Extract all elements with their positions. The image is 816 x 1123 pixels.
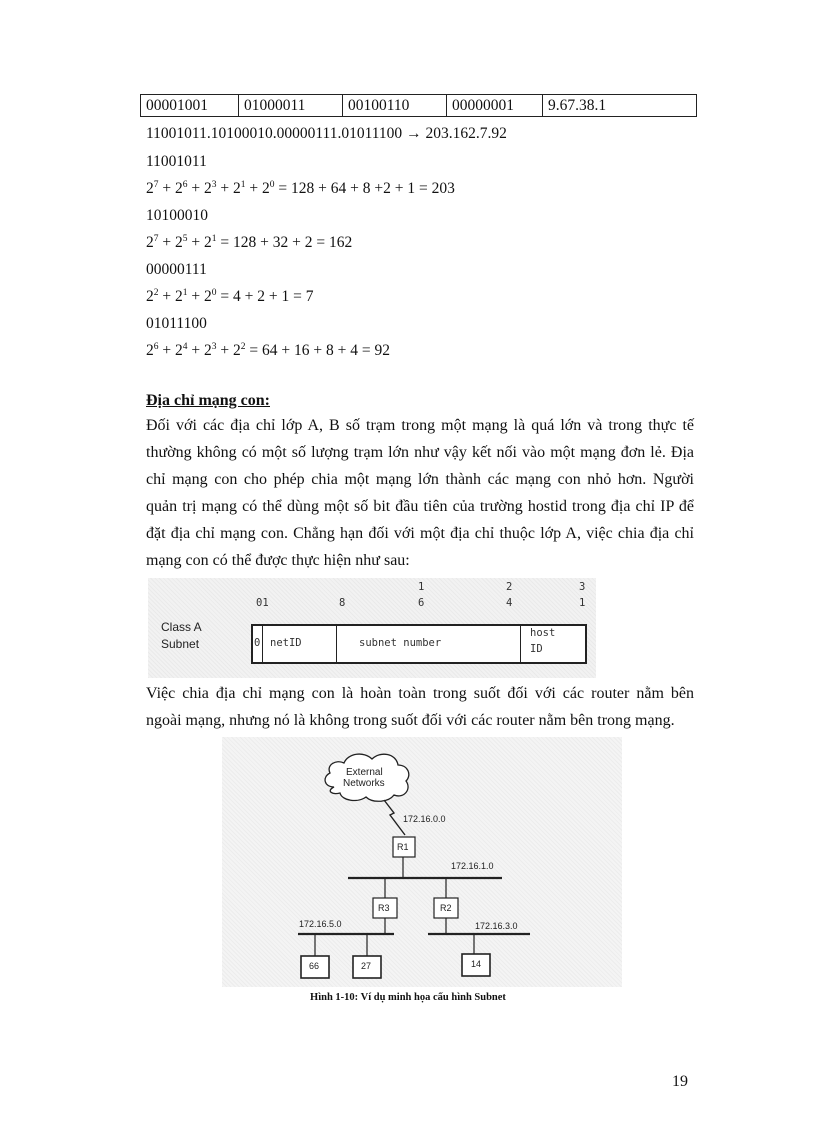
- bit-label-bottom: 6: [418, 597, 425, 609]
- bit-label-bottom: 1: [579, 597, 586, 609]
- power-base: 2: [233, 342, 241, 359]
- power-term: [146, 180, 159, 197]
- section-heading: Địa chỉ mạng con:: [146, 392, 270, 409]
- paragraph-line: Đối với các địa chỉ lớp A, B số trạm trong một mạng là quá lớn và trong thực tế: [146, 417, 694, 434]
- power-base: 2: [175, 234, 183, 251]
- field-divider: [520, 626, 521, 662]
- network-label: 172.16.3.0: [475, 921, 518, 931]
- power-expansion: [146, 287, 313, 307]
- plus-sign: +: [158, 288, 175, 305]
- bit-label-bottom: 4: [506, 597, 513, 609]
- power-exponent: 0: [269, 180, 275, 190]
- paragraph-line: đặt địa chỉ mạng con. Chẳng hạn đối với một địa chỉ thuộc lớp A, việc chia địa chỉ: [146, 525, 694, 542]
- host-14-label: 14: [471, 959, 482, 969]
- plus-sign: +: [187, 234, 204, 251]
- subnet-label: Subnet: [161, 637, 200, 651]
- power-base: 2: [204, 342, 212, 359]
- power-term: [175, 234, 188, 251]
- power-exponent: 5: [182, 234, 188, 244]
- plus-sign: +: [187, 342, 204, 359]
- power-term: [146, 342, 159, 359]
- table-row: [141, 95, 697, 117]
- power-exponent: 6: [182, 180, 188, 190]
- power-base: 2: [204, 234, 212, 251]
- binary-octet: 00000111: [146, 261, 207, 278]
- power-term: [262, 180, 275, 197]
- power-result: = 128 + 64 + 8 +2 + 1 = 203: [274, 180, 455, 197]
- class-a-subnet-figure: [148, 578, 596, 678]
- conversion-result: 203.162.7.92: [425, 125, 507, 142]
- binary-address-table: [140, 94, 697, 117]
- cloud-label-line2: Networks: [343, 778, 385, 789]
- power-exponent: 7: [153, 234, 159, 244]
- field-zero: 0: [254, 637, 261, 649]
- power-term: [204, 180, 217, 197]
- table-cell: 9.67.38.1: [543, 95, 697, 117]
- field-divider: [262, 626, 263, 662]
- power-exponent: 6: [153, 342, 159, 352]
- field-host-id: ID: [530, 643, 543, 655]
- power-term: [146, 288, 159, 305]
- page-number: 19: [672, 1073, 688, 1090]
- field-divider: [336, 626, 337, 662]
- router-r2-label: R2: [440, 903, 452, 913]
- power-base: 2: [233, 180, 241, 197]
- class-label: Class A: [161, 620, 202, 634]
- network-label: 172.16.1.0: [451, 861, 494, 871]
- router-r3-label: R3: [378, 903, 390, 913]
- power-term: [233, 342, 246, 359]
- table-cell: 00001001: [141, 95, 239, 117]
- plus-sign: +: [216, 342, 233, 359]
- cloud-label-line1: External: [346, 767, 383, 778]
- network-diagram-svg: [222, 737, 622, 987]
- paragraph-line: chỉ mạng con cho phép chia một mạng lớn thành các mạng con nhỏ hơn. Người: [146, 471, 694, 488]
- paragraph-subnet-intro: [146, 412, 694, 574]
- power-expansion: [146, 341, 390, 361]
- power-term: [204, 288, 217, 305]
- router-r1-label: R1: [397, 842, 409, 852]
- power-base: 2: [146, 288, 154, 305]
- power-exponent: 1: [211, 234, 217, 244]
- wan-link: [384, 800, 405, 835]
- paragraph-line: mạng con có thể được thực hiện như sau:: [146, 552, 410, 569]
- table-cell: 01000011: [239, 95, 343, 117]
- binary-octet: 10100010: [146, 207, 208, 224]
- table-cell: 00100110: [343, 95, 447, 117]
- bit-label-top: 3: [579, 581, 586, 593]
- field-netid: netID: [270, 637, 302, 649]
- power-base: 2: [262, 180, 270, 197]
- field-subnet-number: subnet number: [359, 637, 442, 649]
- power-term: [233, 180, 246, 197]
- paragraph-line: thường không có một số lượng trạm lớn như vậy kết nối vào một mạng đơn lẻ. Địa: [146, 444, 694, 461]
- power-term: [146, 234, 159, 251]
- paragraph-line: Việc chia địa chỉ mạng con là hoàn toàn trong suốt đối với các router nằm bên: [146, 685, 694, 702]
- plus-sign: +: [216, 180, 233, 197]
- power-term: [204, 234, 217, 251]
- power-base: 2: [146, 180, 154, 197]
- conversion-binary: 11001011.10100010.00000111.01011100: [146, 125, 403, 142]
- address-field-box: [251, 624, 587, 664]
- plus-sign: +: [245, 180, 262, 197]
- power-exponent: 3: [211, 342, 217, 352]
- power-exponent: 1: [182, 288, 188, 298]
- conversion-summary-line: [146, 124, 507, 144]
- power-exponent: 7: [153, 180, 159, 190]
- plus-sign: +: [187, 180, 204, 197]
- power-base: 2: [204, 288, 212, 305]
- power-term: [175, 180, 188, 197]
- power-result: = 64 + 16 + 8 + 4 = 92: [245, 342, 390, 359]
- bit-label-top: 2: [506, 581, 513, 593]
- binary-octet: 01011100: [146, 315, 207, 332]
- field-host: host: [530, 627, 556, 639]
- power-exponent: 2: [240, 342, 246, 352]
- power-base: 2: [175, 288, 183, 305]
- power-result: = 128 + 32 + 2 = 162: [216, 234, 353, 251]
- power-expansion: [146, 233, 352, 253]
- subnet-network-diagram: [222, 737, 622, 987]
- plus-sign: +: [158, 342, 175, 359]
- paragraph-line: ngoài mạng, nhưng nó là không trong suốt đối với các router nằm bên trong mạng.: [146, 712, 675, 729]
- bit-label-bottom: 8: [339, 597, 346, 609]
- plus-sign: +: [158, 180, 175, 197]
- figure-caption: Hình 1-10: Ví dụ minh họa cấu hình Subnet: [310, 992, 506, 1003]
- arrow-icon: →: [406, 125, 422, 142]
- power-result: = 4 + 2 + 1 = 7: [216, 288, 314, 305]
- bit-label-top: 1: [418, 581, 425, 593]
- paragraph-line: quản trị mạng có thể dùng một số bit đầu tiên của trường hostid trong địa chỉ IP để: [146, 498, 694, 515]
- power-base: 2: [175, 180, 183, 197]
- bit-label-bottom: 01: [256, 597, 269, 609]
- plus-sign: +: [187, 288, 204, 305]
- power-base: 2: [146, 234, 154, 251]
- power-term: [175, 342, 188, 359]
- paragraph-subnet-transparency: [146, 680, 694, 734]
- power-exponent: 3: [211, 180, 217, 190]
- power-base: 2: [175, 342, 183, 359]
- power-exponent: 0: [211, 288, 217, 298]
- power-base: 2: [146, 342, 154, 359]
- host-27-label: 27: [361, 961, 372, 971]
- power-exponent: 4: [182, 342, 188, 352]
- power-base: 2: [204, 180, 212, 197]
- power-exponent: 2: [153, 288, 159, 298]
- plus-sign: +: [158, 234, 175, 251]
- host-66-label: 66: [309, 961, 320, 971]
- power-term: [204, 342, 217, 359]
- network-label: 172.16.5.0: [299, 919, 342, 929]
- binary-octet: 11001011: [146, 153, 207, 170]
- power-exponent: 1: [240, 180, 246, 190]
- power-term: [175, 288, 188, 305]
- network-label: 172.16.0.0: [403, 814, 446, 824]
- table-cell: 00000001: [447, 95, 543, 117]
- power-expansion: [146, 179, 455, 199]
